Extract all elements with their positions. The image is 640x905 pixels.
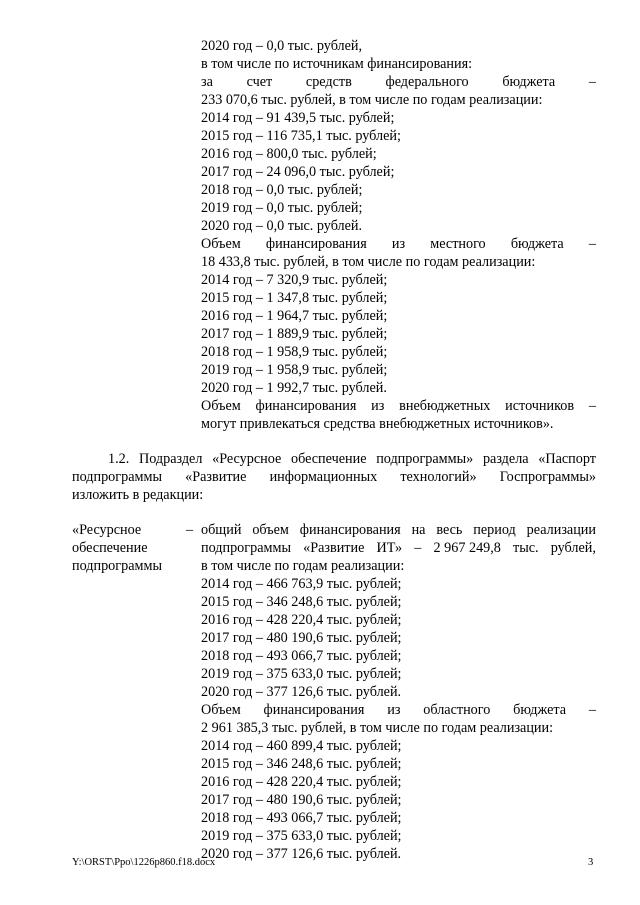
page-number: 3	[588, 857, 594, 868]
year-line: 2015 год – 346 248,6 тыс. рублей;	[201, 594, 402, 610]
label-line: подпрограммы	[72, 558, 162, 574]
year-line: 2020 год – 377 126,6 тыс. рублей.	[201, 684, 402, 700]
year-line: 2015 год – 116 735,1 тыс. рублей;	[201, 128, 401, 144]
word: реализации	[526, 522, 596, 538]
year-line: 2017 год – 1 889,9 тыс. рублей;	[201, 326, 388, 342]
text-line-justified	[201, 702, 596, 719]
word: весь	[436, 522, 463, 538]
word: «Паспорт	[538, 451, 596, 467]
word: –	[588, 702, 596, 718]
word: местного	[430, 236, 486, 252]
paragraph-line	[72, 469, 596, 486]
text-line: в том числе по источникам финансирования:	[201, 56, 473, 72]
word: финансирования	[265, 236, 367, 252]
year-line: 2019 год – 375 633,0 тыс. рублей;	[201, 828, 402, 844]
word: бюджета	[502, 74, 556, 90]
year-line: 2017 год – 24 096,0 тыс. рублей;	[201, 164, 395, 180]
word: –	[588, 74, 596, 90]
word: областного	[423, 702, 491, 718]
word: –	[588, 398, 596, 414]
year-line: 2016 год – 428 220,4 тыс. рублей;	[201, 612, 402, 628]
word: информационных	[269, 469, 378, 485]
word: федерального	[385, 74, 469, 90]
word: подпрограммы»	[376, 451, 474, 467]
text-line-justified	[201, 540, 596, 557]
footer-file-path: Y:\ORST\Ppo\1226p860.f18.docx	[72, 857, 216, 868]
text-line: 2020 год – 0,0 тыс. рублей,	[201, 38, 363, 54]
text-line-justified	[201, 74, 596, 91]
text-line-justified	[201, 522, 596, 539]
word: счет	[246, 74, 273, 90]
year-line: 2019 год – 1 958,9 тыс. рублей;	[201, 362, 388, 378]
year-line: 2017 год – 480 190,6 тыс. рублей;	[201, 792, 402, 808]
year-line: 2016 год – 800,0 тыс. рублей;	[201, 146, 377, 162]
word: Объем	[201, 236, 241, 252]
word: из	[371, 398, 385, 414]
text-line-justified	[201, 236, 596, 253]
word: «Развитие	[185, 469, 247, 485]
year-line: 2016 год – 428 220,4 тыс. рублей;	[201, 774, 402, 790]
word: из	[391, 236, 406, 252]
word: объем	[252, 522, 289, 538]
word: финансирования	[299, 522, 401, 538]
year-line: 2019 год – 375 633,0 тыс. рублей;	[201, 666, 402, 682]
label-line: «Ресурсное	[72, 522, 142, 538]
word: финансирования	[263, 702, 365, 718]
word: «Развитие	[303, 540, 365, 556]
word: 1.2.	[108, 451, 130, 467]
year-line: 2018 год – 493 066,7 тыс. рублей;	[201, 810, 402, 826]
year-line: 2015 год – 346 248,6 тыс. рублей;	[201, 756, 402, 772]
word: 2 967 249,8	[433, 540, 501, 556]
word: Подраздел	[138, 451, 203, 467]
word: –	[588, 236, 596, 252]
word: за	[201, 74, 213, 90]
year-line: 2020 год – 0,0 тыс. рублей.	[201, 218, 363, 234]
year-line: 2014 год – 7 320,9 тыс. рублей;	[201, 272, 388, 288]
year-line: 2014 год – 91 439,5 тыс. рублей;	[201, 110, 395, 126]
word: внебюджетных	[399, 398, 491, 414]
text-line: могут привлекаться средства внебюджетных источников».	[201, 416, 554, 432]
text-line: в том числе по годам реализации:	[201, 558, 405, 574]
word: Объем	[201, 702, 241, 718]
word: общий	[201, 522, 242, 538]
word: финансирования	[255, 398, 357, 414]
word: –	[414, 540, 422, 556]
word: обеспечение	[290, 451, 367, 467]
word: источников	[505, 398, 575, 414]
text-line: 18 433,8 тыс. рублей, в том числе по годам реализации:	[201, 254, 536, 270]
year-line: 2020 год – 1 992,7 тыс. рублей.	[201, 380, 387, 396]
word: бюджета	[510, 236, 564, 252]
label-line: обеспечение	[72, 540, 148, 556]
word: на	[411, 522, 426, 538]
paragraph-first-line	[108, 451, 596, 468]
word: подпрограммы	[201, 540, 291, 556]
word: ИТ»	[376, 540, 403, 556]
word: «Ресурсное	[212, 451, 282, 467]
word: рублей,	[550, 540, 596, 556]
text-line: 233 070,6 тыс. рублей, в том числе по годам реализации:	[201, 92, 543, 108]
word: период	[473, 522, 516, 538]
year-line: 2020 год – 377 126,6 тыс. рублей.	[201, 846, 402, 862]
year-line: 2016 год – 1 964,7 тыс. рублей;	[201, 308, 388, 324]
dash-separator: –	[186, 522, 194, 538]
word: технологий»	[400, 469, 477, 485]
word: Объем	[201, 398, 241, 414]
word: средств	[305, 74, 352, 90]
word: бюджета	[513, 702, 567, 718]
word: Госпрограммы»	[499, 469, 596, 485]
year-line: 2018 год – 0,0 тыс. рублей;	[201, 182, 363, 198]
paragraph-line: изложить в редакции:	[72, 487, 204, 503]
year-line: 2014 год – 460 899,4 тыс. рублей;	[201, 738, 402, 754]
year-line: 2019 год – 0,0 тыс. рублей;	[201, 200, 363, 216]
year-line: 2014 год – 466 763,9 тыс. рублей;	[201, 576, 402, 592]
year-line: 2018 год – 1 958,9 тыс. рублей;	[201, 344, 388, 360]
word: тыс.	[513, 540, 539, 556]
word: из	[387, 702, 401, 718]
word: раздела	[482, 451, 529, 467]
year-line: 2015 год – 1 347,8 тыс. рублей;	[201, 290, 388, 306]
year-line: 2018 год – 493 066,7 тыс. рублей;	[201, 648, 402, 664]
text-line-justified	[201, 398, 596, 415]
text-line: 2 961 385,3 тыс. рублей, в том числе по годам реализации:	[201, 720, 554, 736]
year-line: 2017 год – 480 190,6 тыс. рублей;	[201, 630, 402, 646]
word: подпрограммы	[72, 469, 162, 485]
